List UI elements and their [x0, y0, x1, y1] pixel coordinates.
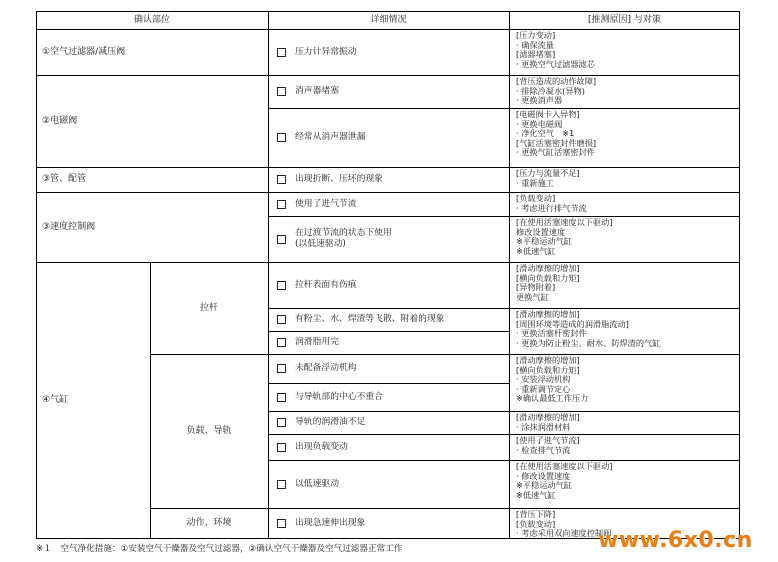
detail-low-speed: 以低速驱动: [268, 460, 509, 508]
checkbox-icon: [277, 443, 286, 452]
cause-meter-in: [负载变动] · 考虑进行排气节流: [516, 193, 587, 213]
detail-meter-in: 使用了进气节流: [268, 192, 509, 216]
cause-floating-alignment: [滑动摩擦的增加] [横向负载和力矩] · 安装浮动机构 · 重新调节定心 ※确认最低工作压力: [516, 355, 589, 404]
checkbox-icon: [277, 364, 286, 373]
checkbox-icon: [277, 200, 286, 209]
detail-grease-depleted: 润滑脂用完: [268, 331, 509, 354]
detail-pressure-gauge-vibration: 压力计异常振动: [268, 29, 509, 75]
cause-load-fluctuation: [使用了进气节流] · 检查排气节流: [516, 435, 580, 455]
subpart-load-guide: 负载、导轨: [186, 425, 232, 436]
checkbox-icon: [277, 133, 286, 142]
header-cause-measure: [推测原因] 与对策: [588, 14, 661, 25]
checkbox-icon: [277, 281, 286, 290]
detail-tube-crushed: 出现折断、压坏的现象: [268, 167, 509, 192]
detail-rod-scratch: 拉杆表面有伤痕: [268, 262, 509, 308]
checkbox-icon: [277, 235, 286, 244]
detail-load-fluctuation: 出现负载变动: [268, 434, 509, 460]
checkbox-icon: [277, 315, 286, 324]
checkbox-icon: [277, 418, 286, 427]
subpart-rod: 拉杆: [199, 302, 218, 313]
detail-sudden-extension: 出现急速伸出现象: [268, 508, 509, 538]
checkbox-icon: [277, 393, 286, 402]
detail-over-throttle: 在过渡节流的状态下使用 (以低速驱动): [268, 216, 509, 262]
checkbox-icon: [277, 87, 286, 96]
detail-dust-water-spatter: 有粉尘、水、焊渣等飞散、附着的现象: [268, 308, 509, 331]
part-air-filter: ①空气过滤器/减压阀: [42, 46, 126, 57]
cause-dust-grease: [滑动摩擦的增加] [周围环境等造成的润滑脂流动] · 更换活塞杆密封件 · 更换为防止粉尘、耐水、防焊渣的气缸: [516, 309, 661, 348]
detail-silencer-leak: 经常从消声器泄漏: [268, 108, 509, 167]
cause-air-filter: [压力变动] · 确保流量 [滤器堵塞] · 更换空气过滤器滤芯: [516, 30, 595, 69]
detail-guide-lubrication: 导轨的润滑油不足: [268, 411, 509, 434]
part-speed-controller: ③速度控制阀: [42, 221, 96, 232]
cause-low-speed: [在使用活塞速度以下驱动] · 修改设置速度 ※平稳运动气缸 ※低速气缸: [516, 461, 613, 500]
checkbox-icon: [277, 338, 286, 347]
cause-sudden-extension: [背压下降] [负载变动] · 考虑采用双向速度控制阀: [516, 509, 612, 538]
cause-silencer-clogged: [背压造成的动作故障] · 排除冷凝水(异物) · 更换消声器: [516, 76, 597, 106]
part-tube-piping: ③管、配管: [42, 174, 87, 185]
cause-silencer-leak: [电磁阀卡入异物] · 更换电磁阀 · 净化空气 ※1 [气缸活塞密封件磨损] · 更换气缸活塞密封件: [516, 109, 597, 158]
header-check-part: 确认部位: [133, 14, 170, 25]
footnote: ※１ 空气净化措施：①安装空气干燥器及空气过滤器，②确认空气干燥器及空气过滤器正常工作: [36, 544, 403, 554]
detail-silencer-clogged: 消声器堵塞: [268, 75, 509, 108]
cause-over-throttle: [在使用活塞速度以下驱动] 修改设置速度 ※平稳运动气缸 ※低速气缸: [516, 217, 613, 256]
detail-no-floating-joint: 未配备浮动机构: [268, 354, 509, 383]
part-solenoid-valve: ②电磁阀: [42, 115, 78, 126]
checkbox-icon: [277, 175, 286, 184]
detail-misaligned-guide: 与导轨部的中心不重合: [268, 383, 509, 411]
cause-guide-lubrication: [滑动摩擦的增加] · 涂抹润滑材料: [516, 412, 580, 432]
watermark-logo: www.6x0.cn: [598, 528, 753, 553]
cause-tube: [压力与流量不足] · 重新施工: [516, 168, 580, 188]
checkbox-icon: [277, 48, 286, 57]
header-details: 详细情况: [370, 14, 407, 25]
cause-rod-scratch: [滑动摩擦的增加] [横向负载和力矩] [异物附着] 更换气缸: [516, 263, 580, 302]
checkbox-icon: [277, 519, 286, 528]
subpart-operation-environment: 动作、环境: [186, 517, 232, 528]
checkbox-icon: [277, 480, 286, 489]
part-cylinder: ④气缸: [42, 394, 69, 405]
